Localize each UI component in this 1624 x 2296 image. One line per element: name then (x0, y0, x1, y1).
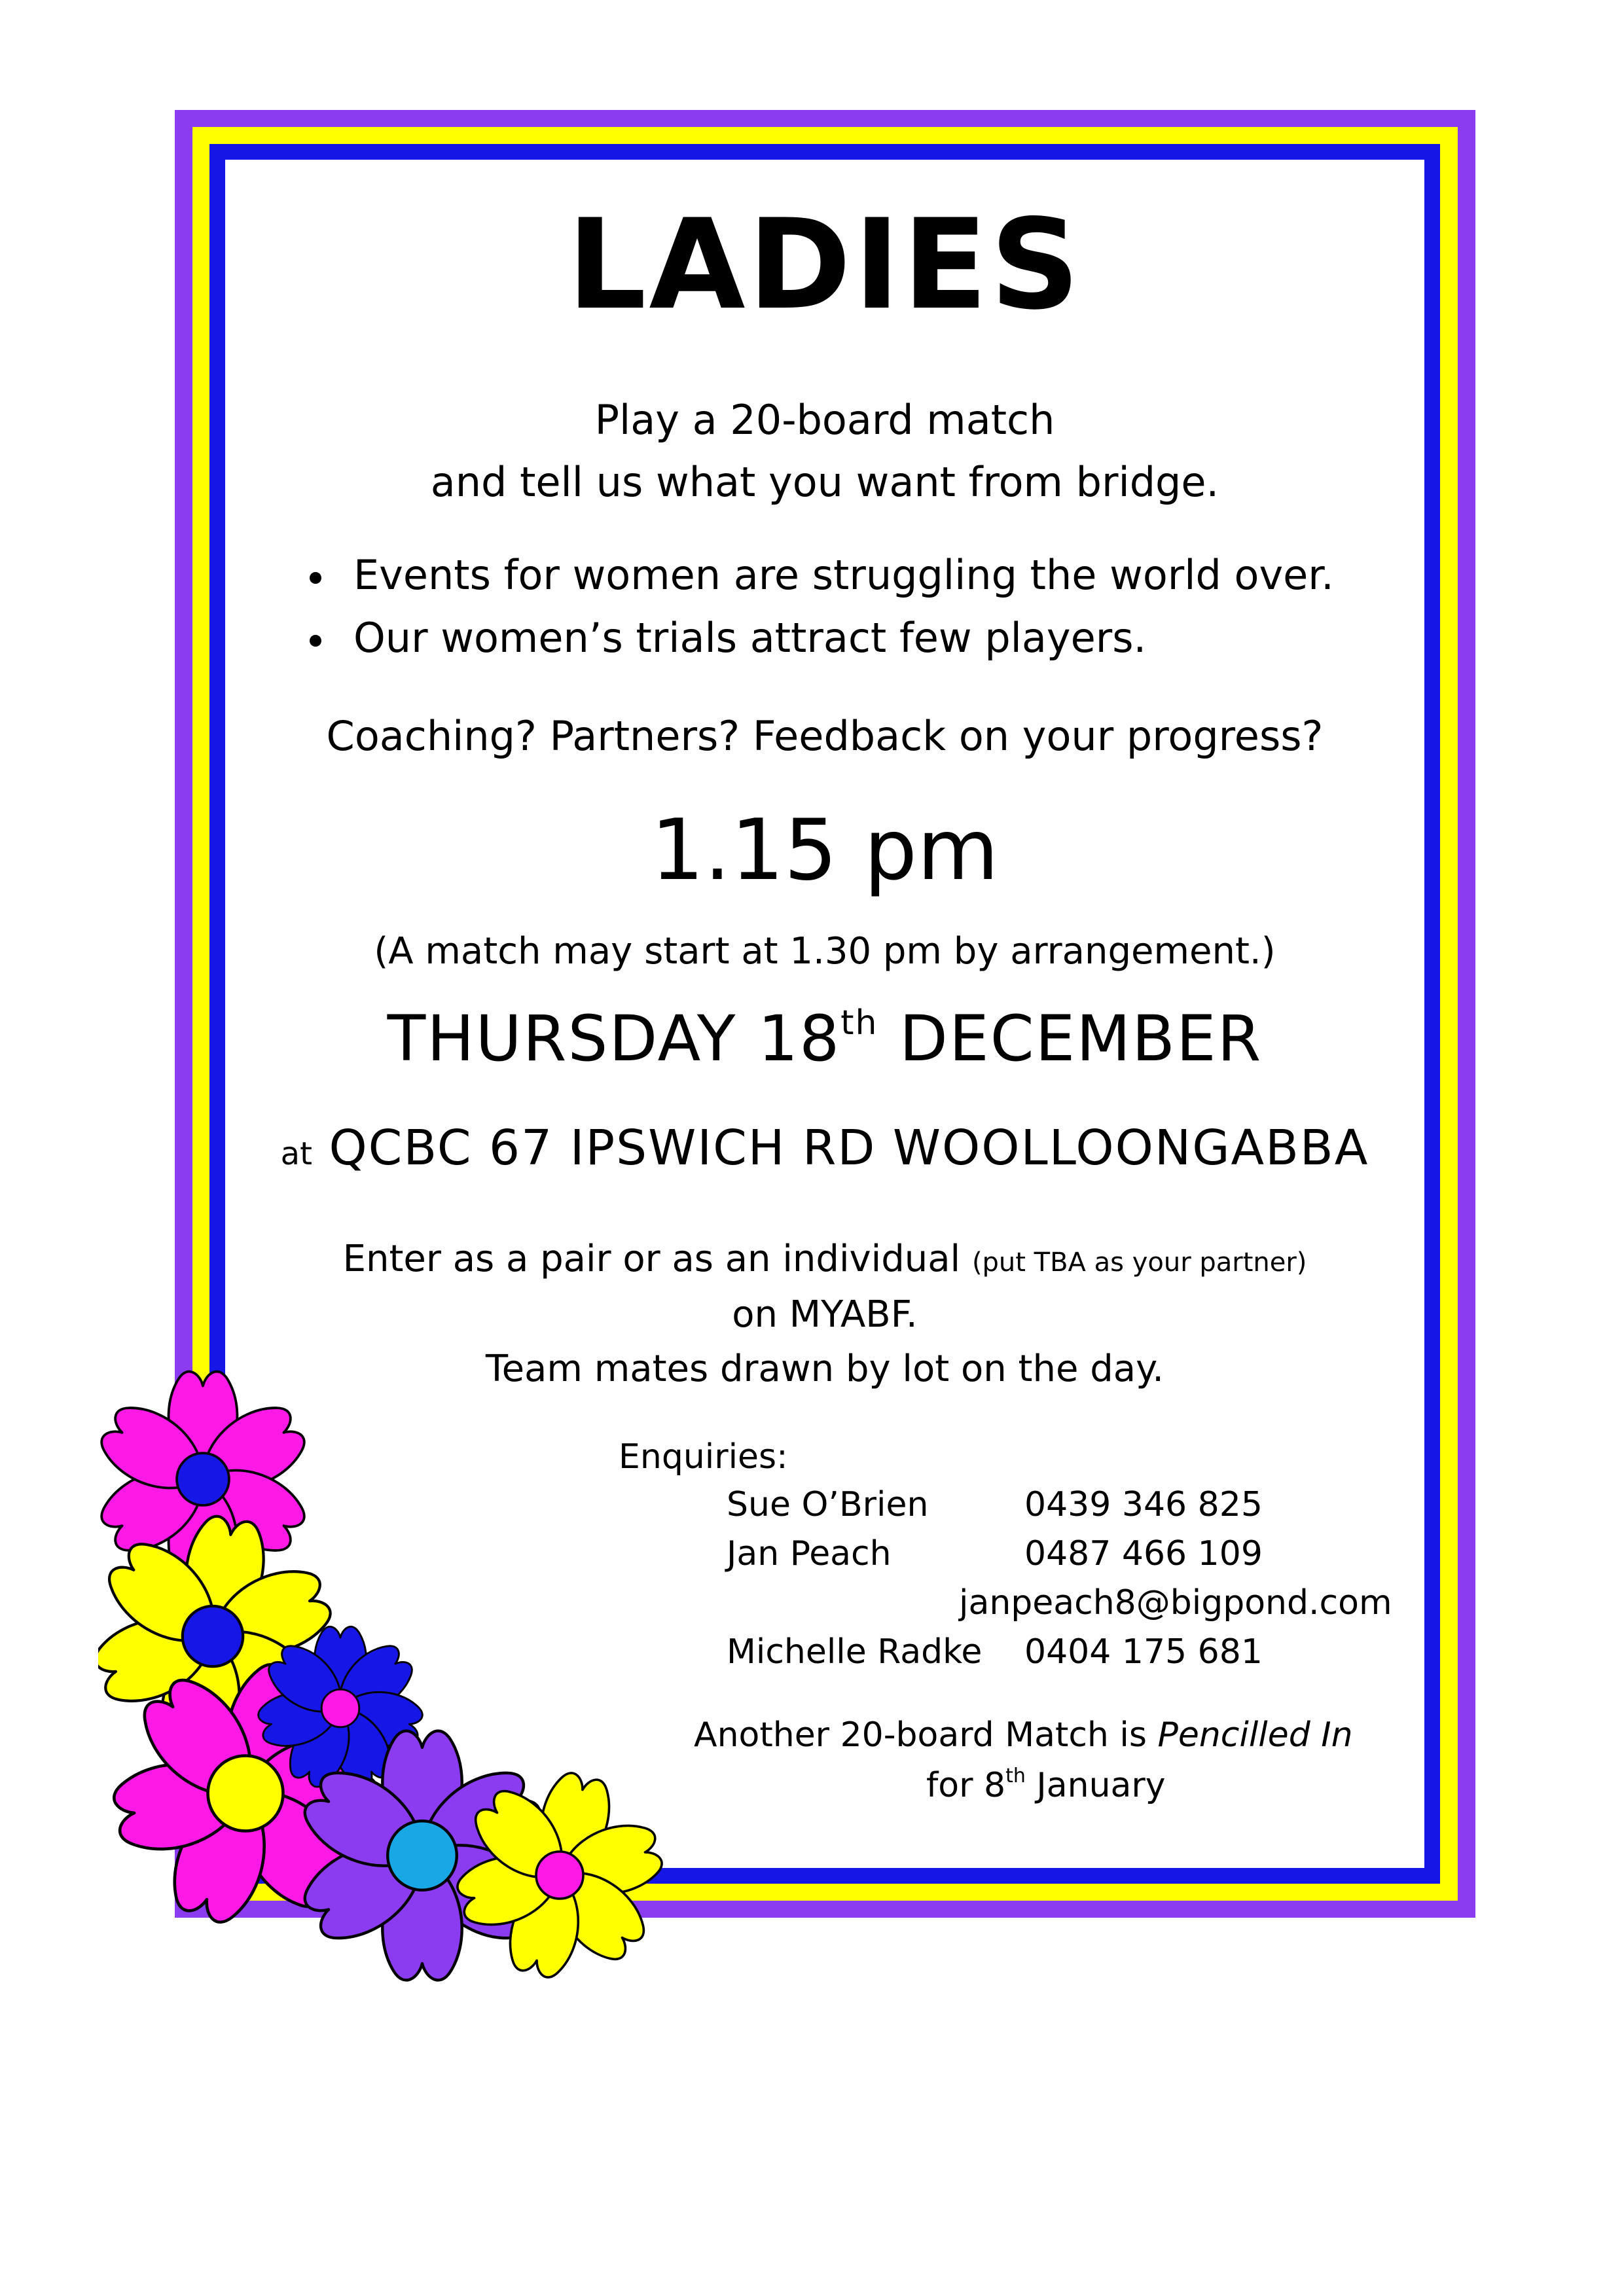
bullet-text: Our women’s trials attract few players. (353, 614, 1147, 662)
next-match-date-suffix: January (1025, 1766, 1166, 1805)
next-match-text: Another 20-board Match is (694, 1715, 1158, 1755)
next-match-date-prefix: for 8 (926, 1766, 1006, 1805)
contact-name: Michelle Radke (727, 1632, 983, 1672)
next-match-line-1 (694, 1715, 1353, 1755)
flower-cluster-decoration (98, 1361, 687, 1983)
event-date (225, 1001, 1424, 1077)
next-match-italic: Pencilled In (1157, 1715, 1353, 1755)
bullet-item (304, 614, 1334, 662)
venue-line (225, 1119, 1424, 1177)
contact-name: Sue O’Brien (727, 1485, 929, 1524)
next-match-line-2 (926, 1765, 1166, 1806)
entry-line-2: on MYABF. (732, 1293, 918, 1336)
intro-line-2: and tell us what you want from bridge. (430, 458, 1219, 506)
poster-title: LADIES (567, 192, 1083, 337)
contact-phone: 0439 346 825 (1024, 1485, 1263, 1524)
questions-line: Coaching? Partners? Feedback on your progress? (326, 712, 1324, 760)
bullet-list (304, 551, 1334, 677)
bullet-dot-icon (310, 635, 321, 647)
bullet-text: Events for women are struggling the world over. (353, 551, 1334, 599)
enquiries-heading: Enquiries: (619, 1437, 788, 1477)
contact-phone: 0404 175 681 (1024, 1632, 1263, 1672)
venue-at: at (280, 1136, 312, 1172)
entry-line-3: Team mates drawn by lot on the day. (485, 1348, 1164, 1390)
event-date-suffix: DECEMBER (878, 1002, 1263, 1075)
next-match-date-ordinal: th (1005, 1765, 1026, 1787)
event-date-prefix: THURSDAY 18 (387, 1002, 841, 1075)
entry-line-1 (225, 1237, 1424, 1281)
contact-name: Jan Peach (727, 1534, 892, 1573)
entry-note: (put TBA as your partner) (971, 1247, 1307, 1278)
venue-address: QCBC 67 IPSWICH RD WOOLLOONGABBA (329, 1120, 1369, 1176)
start-time: 1.15 pm (651, 802, 999, 899)
entry-instruction: Enter as a pair or as an individual (342, 1238, 961, 1280)
contact-email: janpeach8@bigpond.com (959, 1583, 1392, 1623)
bullet-dot-icon (310, 572, 321, 584)
event-date-ordinal: th (840, 1003, 878, 1043)
contact-phone: 0487 466 109 (1024, 1534, 1263, 1573)
bullet-item (304, 551, 1334, 600)
intro-line-1: Play a 20-board match (594, 396, 1055, 444)
start-time-note: (A match may start at 1.30 pm by arrangement.) (374, 930, 1276, 973)
